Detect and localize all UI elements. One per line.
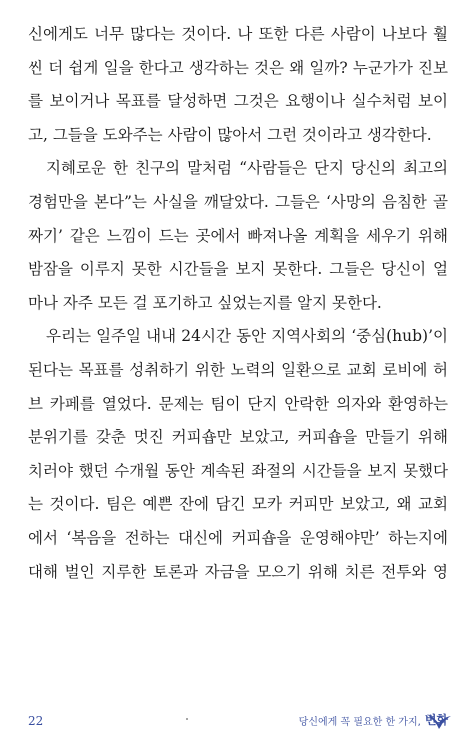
- running-title-sub: 당신에게 꼭 필요한 한 가지,: [298, 717, 421, 728]
- text-line: 우리는 일주일 내내 24시간 동안 지역사회의 ‘중심(hub)’이: [46, 327, 448, 346]
- text-line: 고, 그들을 도와주는 사람이 많아서 그런 것이라고 생각한다.: [28, 125, 432, 144]
- body-text: [28, 18, 448, 589]
- text-line: 신에게도 너무 많다는 것이다. 나 또한 다른 사람이 나보다 훨: [28, 25, 448, 43]
- text-line: 에서 ‘복음을 전하는 대신에 커피숍을 운영해야만’ 하는지에: [28, 528, 448, 547]
- text-line: 짜기’ 같은 느낌이 드는 곳에서 빠져나올 계획을 세우기 위해: [28, 226, 448, 245]
- text-line: 경험만을 본다”는 사실을 깨달았다. 그들은 ‘사망의 음침한 골: [28, 192, 448, 211]
- text-line: 치러야 했던 수개월 동안 계속된 좌절의 시간들을 보지 못했다: [28, 461, 448, 480]
- text-line: 밤잠을 이루지 못한 시간들을 보지 못한다. 그들은 당신이 얼: [28, 260, 448, 279]
- text-line: 된다는 목표를 성취하기 위한 노력의 일환으로 교회 로비에 허: [28, 360, 448, 379]
- running-title: [299, 711, 448, 728]
- page-footer: [28, 702, 448, 730]
- text-line: 지혜로운 한 친구의 말처럼 “사람들은 단지 당신의 최고의: [46, 159, 448, 178]
- text-line: 대해 벌인 지루한 토론과 자금을 모으기 위해 치른 전투와 영: [28, 562, 448, 581]
- page-number: 22: [28, 714, 44, 728]
- text-line: 를 보이거나 목표를 달성하면 그것은 요행이나 실수처럼 보이: [28, 92, 448, 111]
- text-line: 씬 더 쉽게 일을 한다고 생각하는 것은 왜 일까? 누군가가 진보: [28, 58, 448, 77]
- text-line: 브 카페를 열었다. 문제는 팀이 단지 안락한 의자와 환영하는: [28, 394, 448, 413]
- text-line: 마나 자주 모든 걸 포기하고 싶었는지를 알지 못한다.: [28, 293, 382, 312]
- text-line: 분위기를 갖춘 멋진 커피숍만 보았고, 커피숍을 만들기 위해: [28, 428, 448, 447]
- running-title-main: 변화: [424, 713, 448, 727]
- text-line: 는 것이다. 팀은 예쁜 잔에 담긴 모카 커피만 보았고, 왜 교회: [28, 495, 448, 514]
